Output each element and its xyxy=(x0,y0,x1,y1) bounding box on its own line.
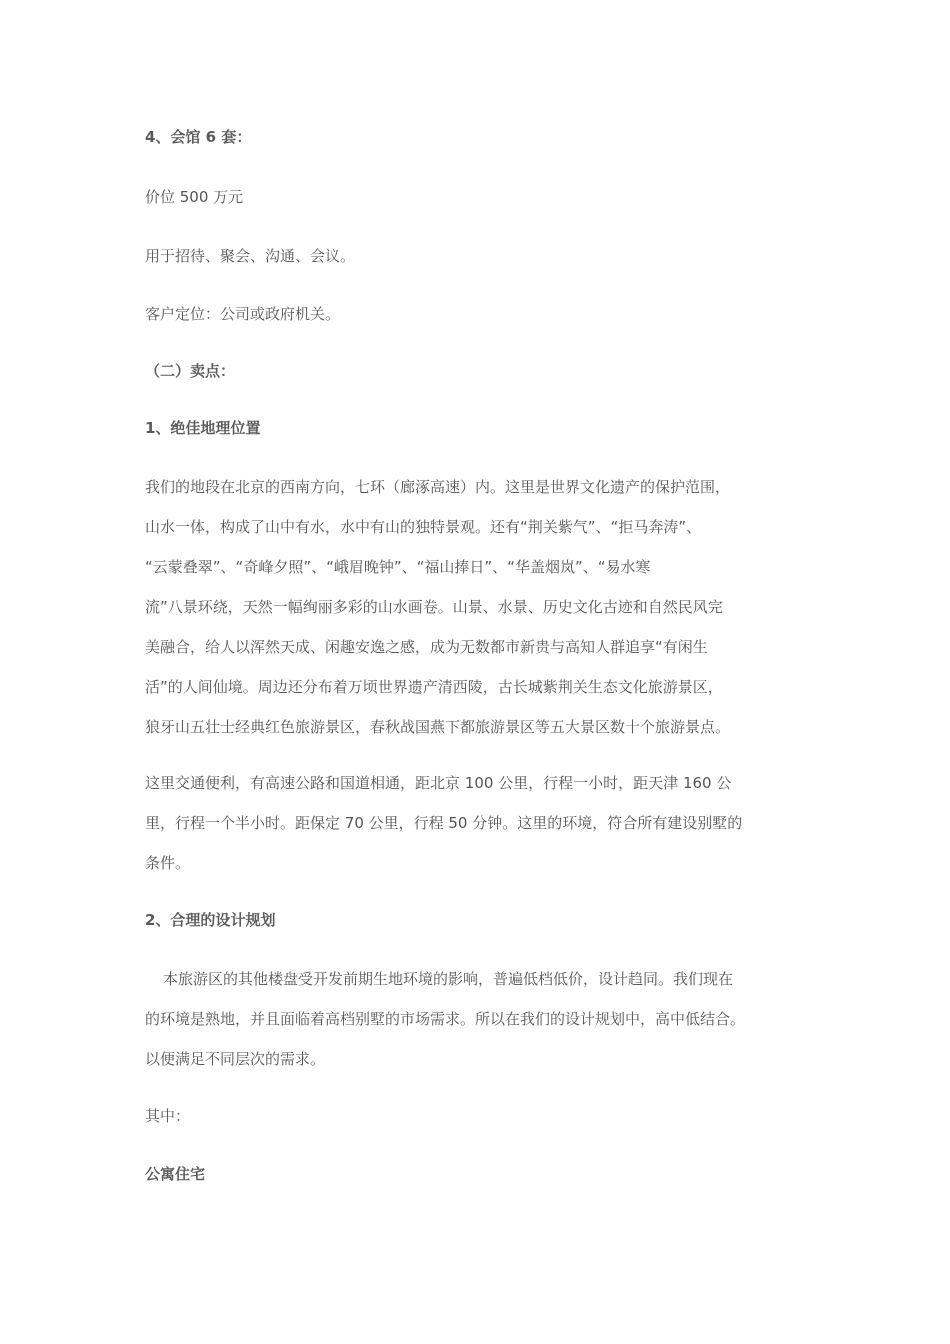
paragraph-line: 条件。 xyxy=(145,854,191,872)
paragraph-line: 山水一体，构成了山中有水，水中有山的独特景观。还有“荆关紫气”、“拒马奔涛”、 xyxy=(145,518,702,536)
paragraph-transport xyxy=(145,763,815,883)
text-customer: 客户定位：公司或政府机关。 xyxy=(145,305,341,323)
paragraph-line: 狼牙山五壮士经典红色旅游景区，春秋战国燕下都旅游景区等五大景区数十个旅游景点。 xyxy=(145,718,731,736)
paragraph-line: 的环境是熟地，并且面临着高档别墅的市场需求。所以在我们的设计规划中，高中低结合。 xyxy=(145,1010,746,1028)
text-price: 价位 500 万元 xyxy=(145,188,244,206)
paragraph-line: 活”的人间仙境。周边还分布着万顷世界遗产清西陵，古长城紫荆关生态文化旅游景区， xyxy=(145,678,723,696)
paragraph-line: 美融合，给人以浑然天成、闲趣安逸之感，成为无数都市新贵与高知人群追享“有闲生 xyxy=(145,638,708,656)
paragraph-location xyxy=(145,467,815,747)
heading-location: 1、绝佳地理位置 xyxy=(145,419,261,437)
paragraph-line: 我们的地段在北京的西南方向，七环（廊涿高速）内。这里是世界文化遗产的保护范围， xyxy=(145,478,731,496)
paragraph-line: 这里交通便利，有高速公路和国道相通，距北京 100 公里，行程一小时，距天津 160 公 xyxy=(145,774,732,792)
paragraph-line: 以便满足不同层次的需求。 xyxy=(145,1050,326,1068)
text-usage: 用于招待、聚会、沟通、会议。 xyxy=(145,247,356,265)
heading-selling-points: （二）卖点： xyxy=(145,362,236,380)
paragraph-line: 本旅游区的其他楼盘受开发前期生地环境的影响，普遍低档低价，设计趋同。我们现在 xyxy=(163,970,734,988)
paragraph-line: 流”八景环绕，天然一幅绚丽多彩的山水画卷。山景、水景、历史文化古迹和自然民风完 xyxy=(145,598,723,616)
paragraph-line: 里，行程一个半小时。距保定 70 公里，行程 50 分钟。这里的环境，符合所有建设别墅的 xyxy=(145,814,743,832)
paragraph-design xyxy=(145,959,815,1079)
text-among: 其中： xyxy=(145,1107,191,1125)
heading-design: 2、合理的设计规划 xyxy=(145,911,276,929)
heading-apartment: 公寓住宅 xyxy=(145,1165,206,1183)
paragraph-line: “云蒙叠翠”、“奇峰夕照”、“峨眉晚钟”、“福山捧日”、“华盖烟岚”、“易水寒 xyxy=(145,558,651,576)
heading-club: 4、会馆 6 套： xyxy=(145,128,252,146)
